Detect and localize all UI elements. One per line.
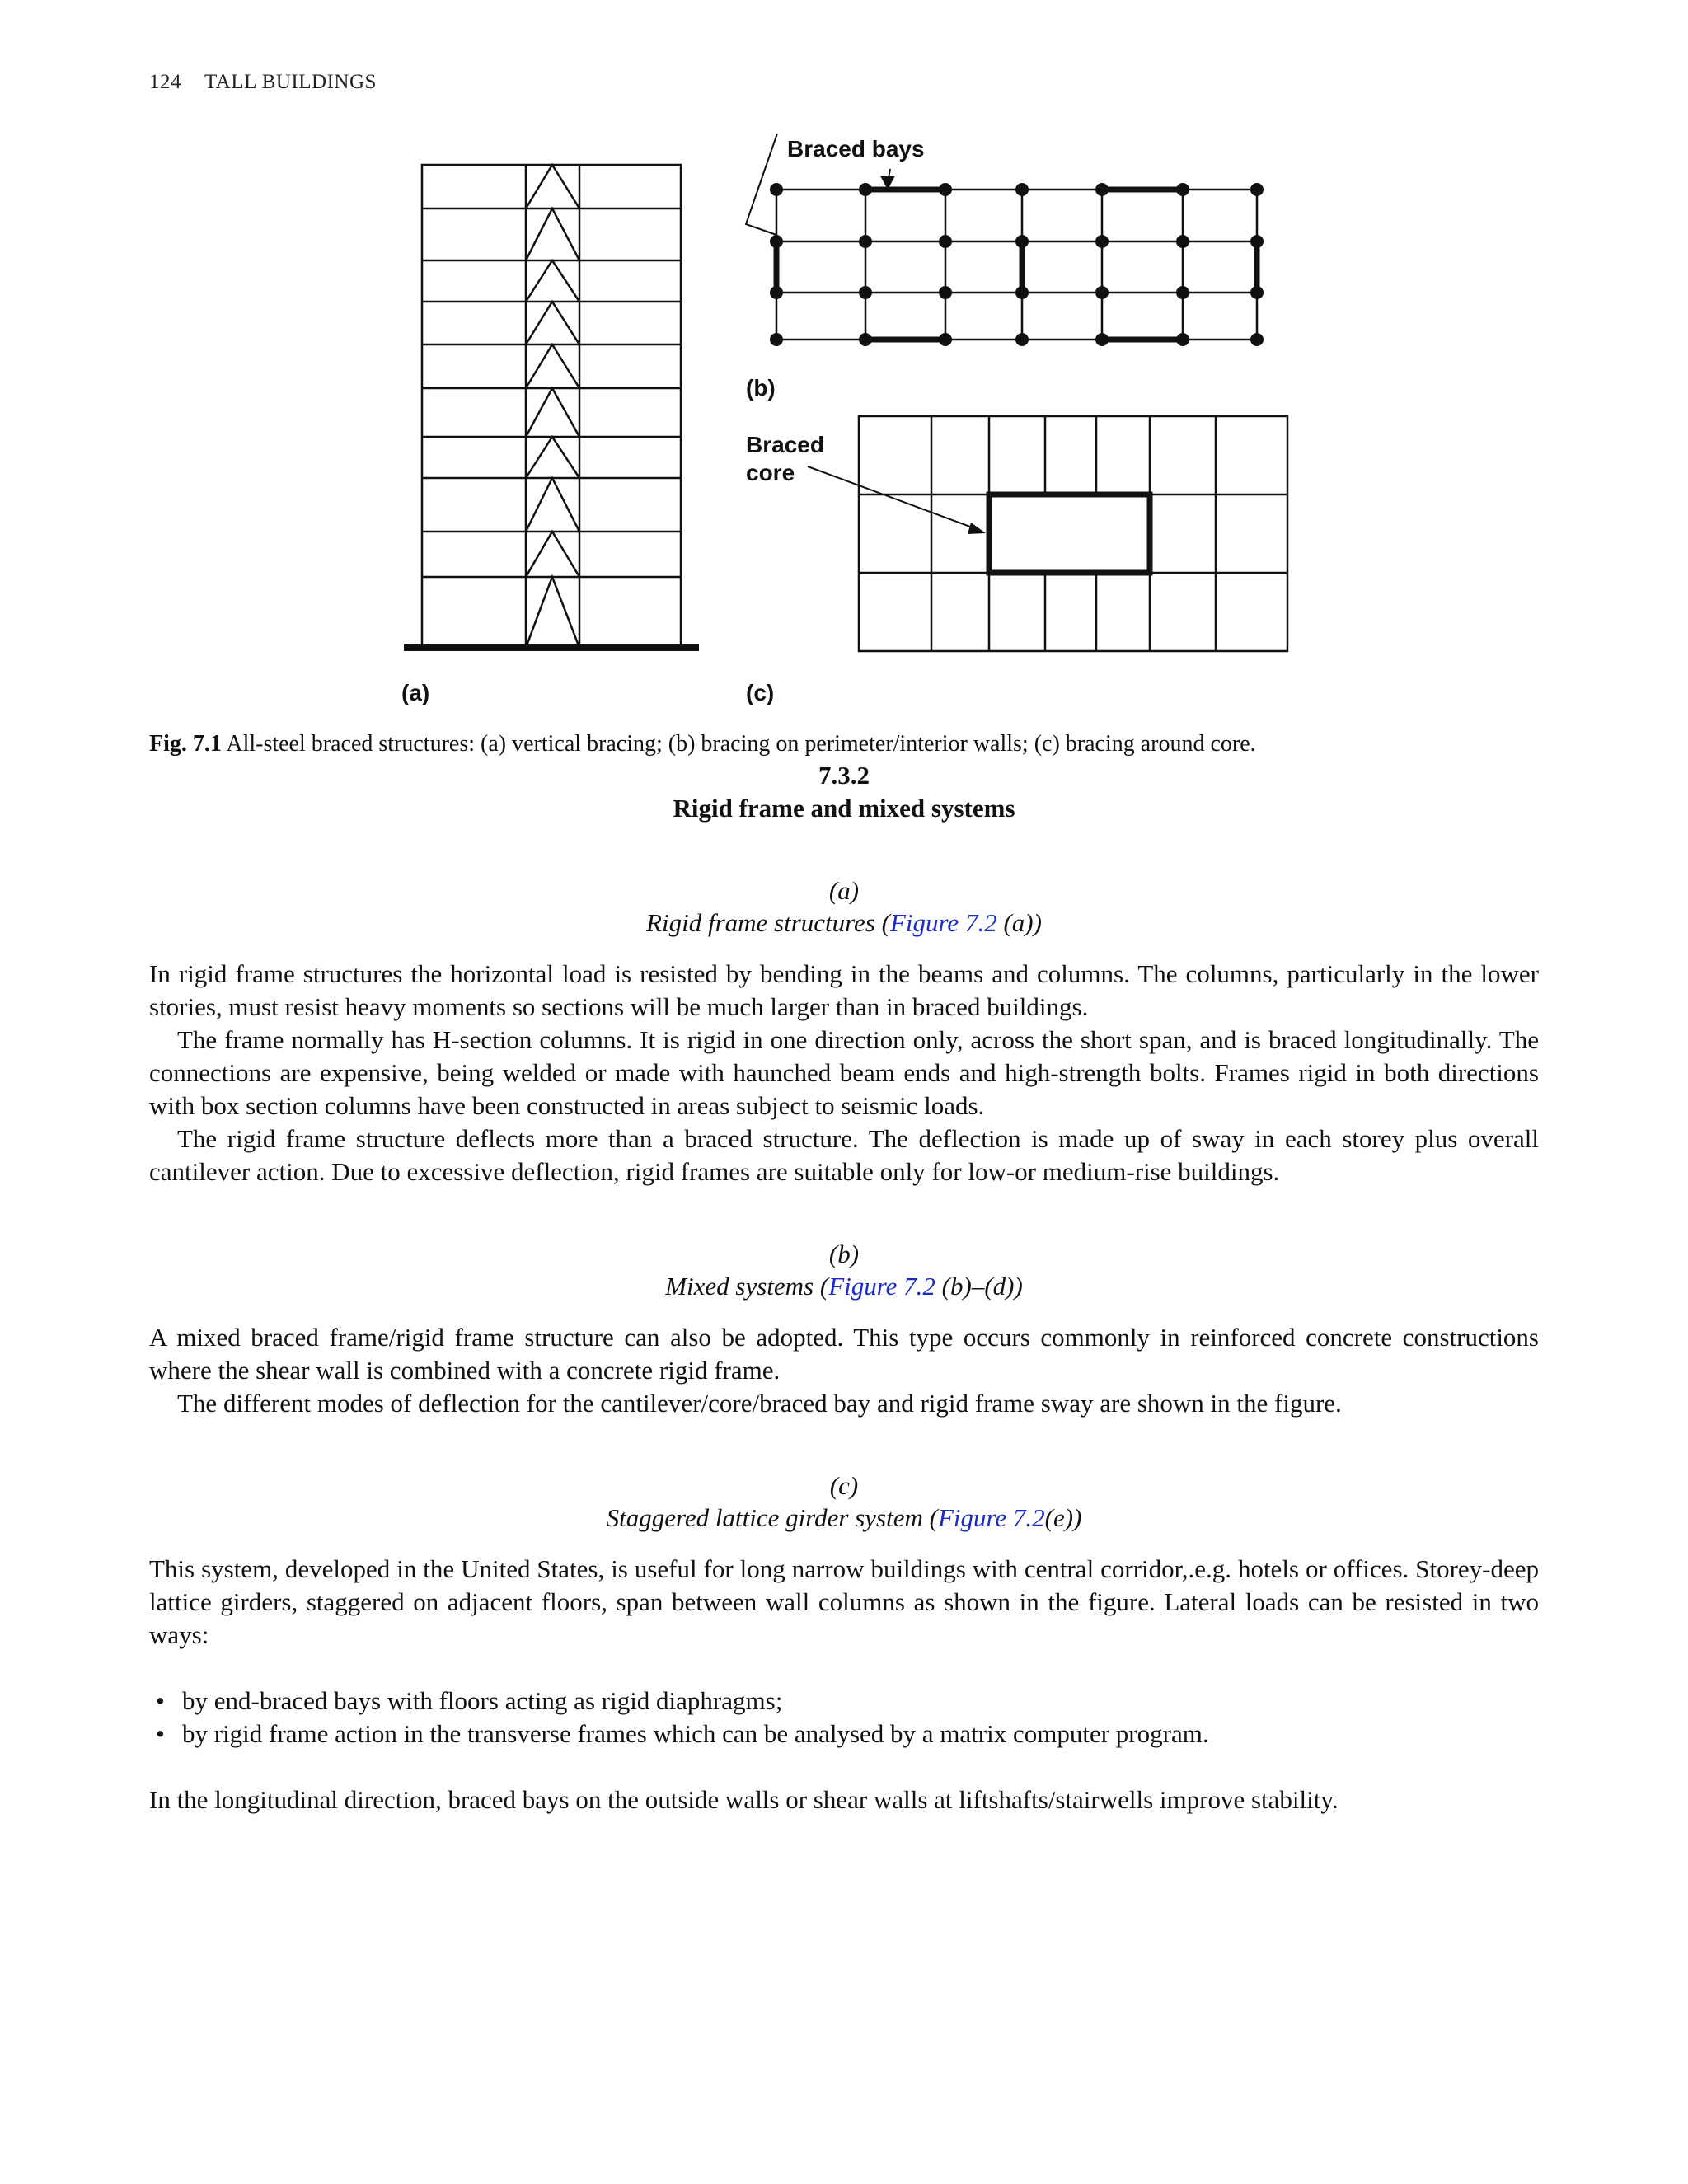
bullet-list: [149, 1685, 1539, 1750]
figure-7-1: [0, 0, 1688, 742]
list-item: • by rigid frame action in the transverse frames which can be analysed by a matrix computer program.: [149, 1718, 1539, 1750]
plan-nodes: [770, 183, 1264, 346]
list-item: • by end-braced bays with floors acting as rigid diaphragms;: [149, 1685, 1539, 1718]
braced-core-pointer: [808, 466, 977, 529]
page-number: 124: [149, 71, 181, 93]
subsection-c-letter: (c): [829, 1471, 859, 1500]
core-plan-outline: [859, 416, 1287, 651]
floor-lines: [422, 209, 681, 577]
braced-core-label-1: Braced: [746, 432, 824, 457]
subsection-a-letter: (a): [828, 876, 860, 905]
paragraph-rigid-2: The frame normally has H-section columns. It is rigid in one direction only, across the short span, and is braced longitudinally. The connections are expensive, being welded or made with haunched beam ends and high-strength bolts. Frames rigid in both directions with box section columns have been constructed in areas subject to seismic loads.: [149, 1025, 1539, 1120]
paragraph-mixed-2: The different modes of deflection for the cantilever/core/braced bay and rigid frame sway are shown in the figure.: [177, 1389, 1342, 1418]
subsection-a-title-post: (a)): [996, 908, 1042, 937]
braced-bays-label: Braced bays: [787, 136, 925, 162]
paragraph-staggered-2: In the longitudinal direction, braced bays on the outside walls or shear walls at liftshafts/stairwells improve stability.: [149, 1785, 1339, 1814]
paragraph-rigid-3: The rigid frame structure deflects more than a braced structure. The deflection is made up of sway in each storey plus overall cantilever action. Due to excessive deflection, rigid frames are suitable only for low-or medium-rise buildings.: [149, 1124, 1539, 1186]
paragraph-rigid-1: In rigid frame structures the horizontal load is resisted by bending in the beams and columns. The columns, particularly in the lower stories, must resist heavy moments so sections will be much larger than in braced buildings.: [149, 959, 1539, 1021]
figure-b-plan: [746, 134, 1264, 346]
subsection-b-letter: (b): [828, 1240, 860, 1268]
running-title: TALL BUILDINGS: [204, 71, 377, 93]
paragraph-mixed-1: A mixed braced frame/rigid frame structure can also be adopted. This type occurs commonly in reinforced concrete constructions where the shear wall is combined with a concrete rigid frame.: [149, 1323, 1539, 1385]
figure-a-elevation: [404, 165, 699, 648]
section-title: Rigid frame and mixed systems: [673, 794, 1015, 823]
subsection-b-title-post: (b)–(d)): [935, 1272, 1023, 1301]
figure-7-2-link-a[interactable]: Figure 7.2: [889, 908, 997, 937]
figure-label-a: (a): [401, 680, 430, 705]
braced-core-label-2: core: [746, 460, 795, 485]
caption-label: Fig. 7.1: [149, 731, 222, 757]
subsection-b-title-pre: Mixed systems (: [665, 1272, 829, 1301]
subsection-c-title-pre: Staggered lattice girder system (: [606, 1503, 938, 1532]
paragraph-staggered-1: This system, developed in the United States, is useful for long narrow buildings with central corridor,.e.g. hotels or offices. Storey-deep lattice girders, staggered on adjacent floors, span between wall columns as shown in the figure. Lateral loads can be resisted in two ways:: [149, 1554, 1539, 1649]
caption-text: All-steel braced structures: (a) vertical bracing; (b) bracing on perimeter/interior walls; (c) bracing around core.: [221, 731, 1256, 757]
section-number: 7.3.2: [818, 761, 870, 790]
figure-7-2-link-b[interactable]: Figure 7.2: [828, 1272, 935, 1301]
figure-7-2-link-c[interactable]: Figure 7.2: [937, 1503, 1045, 1532]
chevron-braces: [526, 165, 579, 648]
subsection-c-title-post: (e)): [1044, 1503, 1082, 1532]
figure-label-b: (b): [746, 375, 776, 401]
subsection-a-title: [149, 908, 1539, 938]
subsection-b-title: [149, 1272, 1539, 1301]
figure-caption: [149, 731, 1256, 757]
braced-bay-lines: [776, 190, 1257, 340]
plan-grid: [776, 190, 1257, 340]
subsection-a-title-pre: Rigid frame structures (: [646, 908, 890, 937]
elevation-outline: [422, 165, 681, 648]
figure-c-core-plan: [808, 416, 1287, 651]
figure-label-c: (c): [746, 680, 775, 705]
subsection-c-title: [149, 1503, 1539, 1533]
braced-core-box: [989, 494, 1150, 573]
